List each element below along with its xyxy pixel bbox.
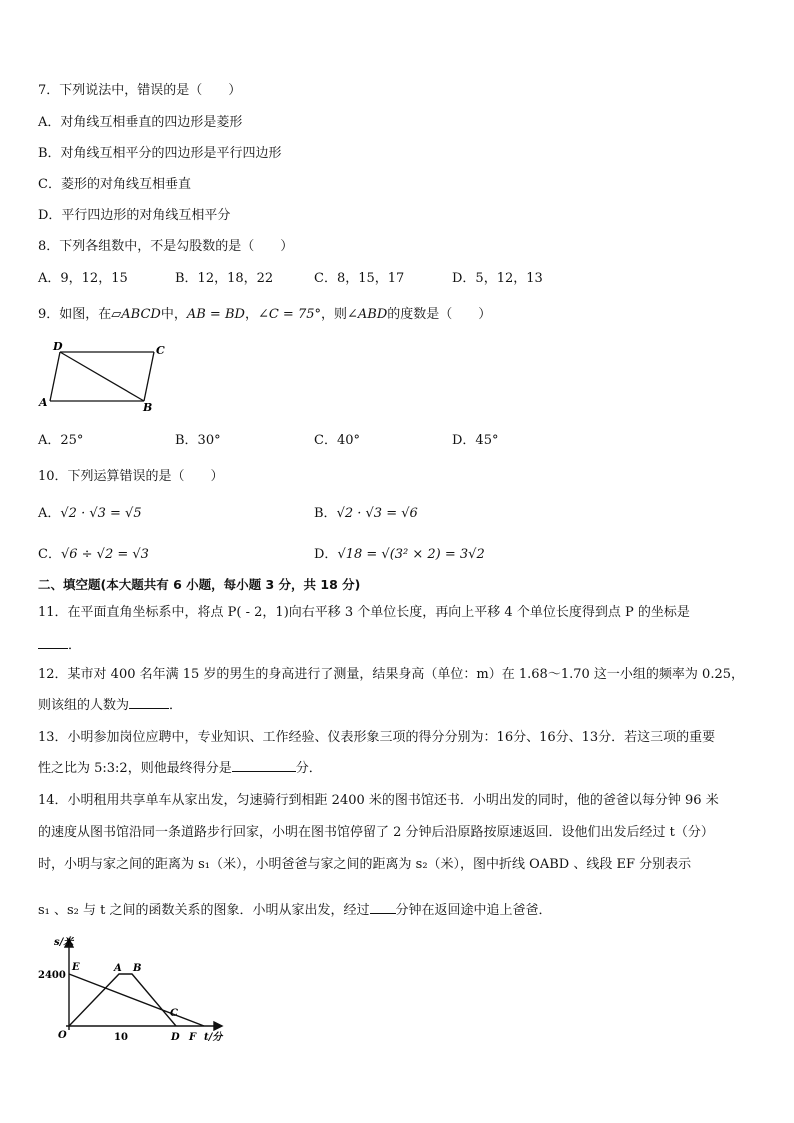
q14-line-2: 的速度从图书馆沿同一条道路步行回家，小明在图书馆停留了 2 分钟后沿原路按原速返回．设他们出发后经过 t（分） — [38, 825, 714, 840]
q9-option-c: C．40° — [314, 433, 360, 448]
q13-line-1: 13．小明参加岗位应聘中，专业知识、工作经验、仪表形象三项的得分分别为：16分、16分、13分．若这三项的重要 — [38, 730, 716, 745]
q11-answer-blank[interactable] — [38, 636, 68, 649]
point-d-label: D — [171, 1032, 180, 1043]
vertex-c-label: C — [156, 344, 165, 357]
vertex-b-label: B — [143, 401, 153, 414]
point-b-label: B — [133, 963, 142, 974]
q10-stem: 10．下列运算错误的是（ ） — [38, 469, 224, 484]
q10-option-c: C．√6 ÷ √2 = √3 — [38, 547, 149, 562]
point-e-label: E — [72, 962, 80, 973]
q8-option-c: C．8，15，17 — [314, 271, 405, 286]
q14-function-graph — [28, 934, 238, 1049]
q11-line-1: 11．在平面直角坐标系中，将点 P( - 2，1)向右平移 3 个单位长度，再向上平移 4 个单位长度得到点 P 的坐标是 — [38, 605, 690, 620]
q10-option-a: A．√2 · √3 = √5 — [38, 506, 142, 521]
q9-option-a: A．25° — [38, 433, 84, 448]
q8-option-b: B．12，18，22 — [175, 271, 274, 286]
q10-option-b: B．√2 · √3 = √6 — [314, 506, 418, 521]
s1-line-oabd — [69, 974, 176, 1026]
point-a-label: A — [114, 963, 122, 974]
y-tick-2400: 2400 — [38, 970, 66, 981]
q10-option-a-expr: √2 · √3 = √5 — [60, 506, 142, 521]
q9-stem: 9．如图，在▱ABCD中，AB = BD，∠C = 75°，则∠ABD的度数是（ ） — [38, 307, 492, 322]
q7-option-b: B．对角线互相平分的四边形是平行四边形 — [38, 146, 282, 161]
q10-option-c-expr: √6 ÷ √2 = √3 — [60, 547, 149, 562]
vertex-a-label: A — [39, 396, 48, 409]
vertex-d-label: D — [53, 340, 63, 353]
q7-option-a: A．对角线互相垂直的四边形是菱形 — [38, 115, 243, 130]
q9-option-d: D．45° — [452, 433, 499, 448]
q12-line-1: 12．某市对 400 名年满 15 岁的男生的身高进行了测量，结果身高（单位：m）在 1.68～1.70 这一小组的频率为 0.25， — [38, 667, 744, 682]
q12-line-2: 则该组的人数为 ． — [38, 698, 183, 713]
origin-label: O — [58, 1030, 67, 1041]
q8-stem: 8．下列各组数中，不是勾股数的是（ ） — [38, 239, 294, 254]
point-f-label: F — [189, 1032, 197, 1043]
q8-option-d: D．5，12，13 — [452, 271, 543, 286]
q9-parallelogram-figure — [36, 340, 176, 416]
q14-line-3: 时，小明与家之间的距离为 s₁（米），小明爸爸与家之间的距离为 s₂（米），图中折线 OABD 、线段 EF 分别表示 — [38, 857, 692, 872]
section-2-heading: 二、填空题(本大题共有 6 小题，每小题 3 分，共 18 分) — [38, 577, 361, 592]
q7-stem: 7．下列说法中，错误的是（ ） — [38, 83, 242, 98]
q11-line-2: ． — [38, 636, 81, 655]
q13-answer-blank[interactable] — [232, 759, 296, 772]
q7-option-d: D．平行四边形的对角线互相平分 — [38, 208, 231, 223]
q14-line-1: 14．小明租用共享单车从家出发，匀速骑行到相距 2400 米的图书馆还书．小明出发的同时，他的爸爸以每分钟 96 米 — [38, 793, 719, 808]
q10-option-b-expr: √2 · √3 = √6 — [336, 506, 418, 521]
q12-answer-blank[interactable] — [129, 696, 169, 709]
q14-answer-blank[interactable] — [370, 901, 396, 914]
q13-line-2: 性之比为 5:3:2，则他最终得分是 分． — [38, 761, 322, 776]
q14-line-4: s₁ 、s₂ 与 t 之间的函数关系的图象．小明从家出发，经过 分钟在返回途中追上爸爸． — [38, 903, 552, 918]
x-tick-10: 10 — [114, 1032, 128, 1043]
q10-option-d-expr: √18 = √(3² × 2) = 3√2 — [337, 547, 485, 562]
s2-line-ef — [69, 974, 204, 1026]
q8-option-a: A．9，12，15 — [38, 271, 128, 286]
q10-option-d: D．√18 = √(3² × 2) = 3√2 — [314, 547, 485, 562]
q9-option-b: B．30° — [175, 433, 221, 448]
y-axis-label: s/米 — [54, 937, 74, 948]
q7-option-c: C．菱形的对角线互相垂直 — [38, 177, 191, 192]
point-c-label: C — [170, 1008, 178, 1019]
parallelogram-shape — [50, 352, 154, 401]
x-axis-arrow — [214, 1022, 222, 1030]
x-axis-label: t/分 — [204, 1032, 223, 1043]
